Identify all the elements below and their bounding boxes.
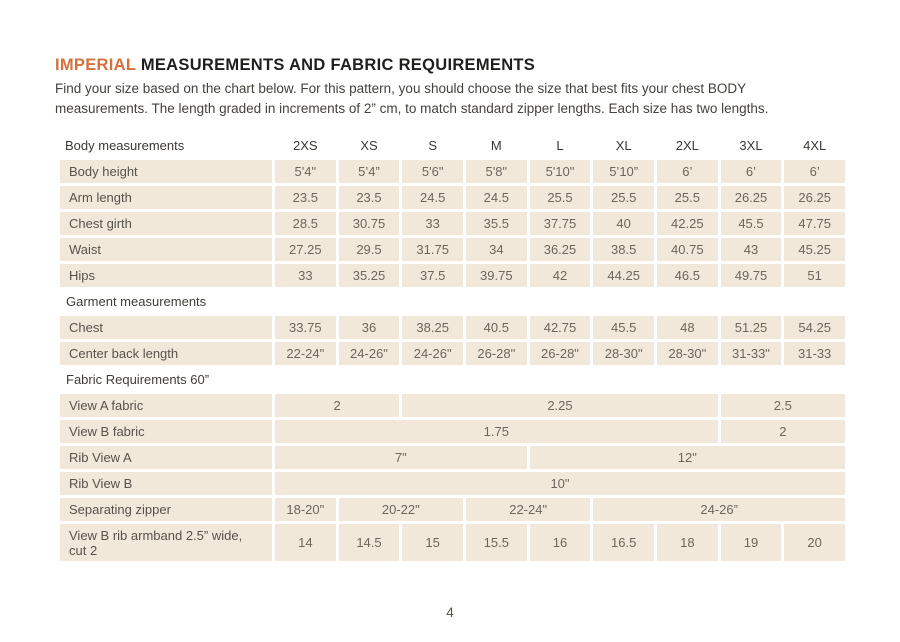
fabric-value: 18 bbox=[657, 524, 718, 561]
fabric-value: 2 bbox=[275, 394, 399, 417]
fabric-value: 14.5 bbox=[339, 524, 400, 561]
size-header-5: XL bbox=[593, 135, 654, 155]
measurement-value: 36 bbox=[339, 316, 400, 339]
measurement-value: 25.5 bbox=[657, 186, 718, 209]
fabric-value: 7" bbox=[275, 446, 527, 469]
size-chart-table bbox=[60, 135, 845, 564]
table-header-row bbox=[60, 135, 845, 155]
body-measurement-row bbox=[60, 264, 845, 287]
measurement-value: 45.25 bbox=[784, 238, 845, 261]
measurement-value: 23.5 bbox=[275, 186, 336, 209]
intro-line-1: Find your size based on the chart below. For this pattern, you should choose the size that best fits your chest BODY bbox=[55, 81, 747, 96]
measurement-value: 45.5 bbox=[721, 212, 782, 235]
fabric-value: 12" bbox=[530, 446, 845, 469]
measurement-value: 44.25 bbox=[593, 264, 654, 287]
fabric-requirement-row bbox=[60, 420, 845, 443]
measurement-value: 49.75 bbox=[721, 264, 782, 287]
measurement-value: 25.5 bbox=[593, 186, 654, 209]
measurement-value: 5'10" bbox=[530, 160, 591, 183]
fabric-value: 15.5 bbox=[466, 524, 527, 561]
measurement-value: 45.5 bbox=[593, 316, 654, 339]
measurement-value: 42.25 bbox=[657, 212, 718, 235]
measurement-value: 46.5 bbox=[657, 264, 718, 287]
size-header-8: 4XL bbox=[784, 135, 845, 155]
measurement-value: 51.25 bbox=[721, 316, 782, 339]
fabric-requirement-row bbox=[60, 394, 845, 417]
measurement-value: 24.5 bbox=[466, 186, 527, 209]
measurement-value: 22-24" bbox=[275, 342, 336, 365]
measurement-value: 28-30" bbox=[657, 342, 718, 365]
fabric-requirement-row bbox=[60, 524, 845, 561]
fabric-value: 19 bbox=[721, 524, 782, 561]
size-header-1: XS bbox=[339, 135, 400, 155]
size-header-7: 3XL bbox=[721, 135, 782, 155]
measurement-value: 40 bbox=[593, 212, 654, 235]
intro-paragraph bbox=[55, 79, 768, 119]
measurement-value: 25.5 bbox=[530, 186, 591, 209]
measurement-value: 28.5 bbox=[275, 212, 336, 235]
measurement-value: 38.5 bbox=[593, 238, 654, 261]
section-header-garment: Garment measurements bbox=[60, 290, 845, 313]
title-rest: MEASUREMENTS AND FABRIC REQUIREMENTS bbox=[140, 56, 536, 74]
fabric-requirement-row bbox=[60, 472, 845, 495]
fabric-value: 20 bbox=[784, 524, 845, 561]
fabric-value: 18-20" bbox=[275, 498, 336, 521]
measurement-value: 51 bbox=[784, 264, 845, 287]
measurement-value: 28-30" bbox=[593, 342, 654, 365]
row-label: View A fabric bbox=[60, 394, 272, 417]
row-label: Body height bbox=[60, 160, 272, 183]
size-header-6: 2XL bbox=[657, 135, 718, 155]
row-label: Chest bbox=[60, 316, 272, 339]
measurement-value: 26.25 bbox=[784, 186, 845, 209]
fabric-requirement-row bbox=[60, 498, 845, 521]
fabric-value: 20-22" bbox=[339, 498, 463, 521]
fabric-value: 22-24" bbox=[466, 498, 590, 521]
row-label: Separating zipper bbox=[60, 498, 272, 521]
measurement-value: 42 bbox=[530, 264, 591, 287]
garment-measurement-row bbox=[60, 316, 845, 339]
measurement-value: 42.75 bbox=[530, 316, 591, 339]
section-header-fabric: Fabric Requirements 60” bbox=[60, 368, 845, 391]
measurement-value: 54.25 bbox=[784, 316, 845, 339]
measurement-value: 36.25 bbox=[530, 238, 591, 261]
fabric-value: 15 bbox=[402, 524, 463, 561]
fabric-requirement-row bbox=[60, 446, 845, 469]
measurement-value: 33.75 bbox=[275, 316, 336, 339]
measurement-value: 33 bbox=[402, 212, 463, 235]
fabric-value: 16 bbox=[530, 524, 591, 561]
size-header-2: S bbox=[402, 135, 463, 155]
row-label: Waist bbox=[60, 238, 272, 261]
measurement-value: 6’ bbox=[721, 160, 782, 183]
fabric-value: 2.5 bbox=[721, 394, 845, 417]
row-label: View B rib armband 2.5” wide, cut 2 bbox=[60, 524, 272, 561]
measurement-value: 6’ bbox=[784, 160, 845, 183]
body-measurement-row bbox=[60, 160, 845, 183]
measurement-value: 37.5 bbox=[402, 264, 463, 287]
measurement-value: 48 bbox=[657, 316, 718, 339]
row-label: Rib View B bbox=[60, 472, 272, 495]
fabric-value: 2 bbox=[721, 420, 845, 443]
measurement-value: 5'8" bbox=[466, 160, 527, 183]
measurement-value: 24-26" bbox=[339, 342, 400, 365]
measurement-value: 26-28" bbox=[466, 342, 527, 365]
measurement-value: 40.75 bbox=[657, 238, 718, 261]
measurement-value: 33 bbox=[275, 264, 336, 287]
measurement-value: 27.25 bbox=[275, 238, 336, 261]
measurement-value: 26.25 bbox=[721, 186, 782, 209]
size-header-0: 2XS bbox=[275, 135, 336, 155]
body-measurement-row bbox=[60, 186, 845, 209]
measurement-value: 38.25 bbox=[402, 316, 463, 339]
measurement-value: 29.5 bbox=[339, 238, 400, 261]
measurement-value: 35.5 bbox=[466, 212, 527, 235]
row-label: View B fabric bbox=[60, 420, 272, 443]
fabric-value: 10" bbox=[275, 472, 845, 495]
measurement-value: 43 bbox=[721, 238, 782, 261]
garment-measurement-row bbox=[60, 342, 845, 365]
measurement-value: 5'6" bbox=[402, 160, 463, 183]
row-label: Rib View A bbox=[60, 446, 272, 469]
fabric-value: 16.5 bbox=[593, 524, 654, 561]
measurement-value: 23.5 bbox=[339, 186, 400, 209]
measurement-value: 30.75 bbox=[339, 212, 400, 235]
intro-line-2: measurements. The length graded in increments of 2” cm, to match standard zipper lengths. Each size has two lengths. bbox=[55, 101, 769, 116]
measurement-value: 37.75 bbox=[530, 212, 591, 235]
fabric-value: 2.25 bbox=[402, 394, 717, 417]
measurement-value: 47.75 bbox=[784, 212, 845, 235]
measurement-value: 31.75 bbox=[402, 238, 463, 261]
measurement-value: 35.25 bbox=[339, 264, 400, 287]
fabric-value: 14 bbox=[275, 524, 336, 561]
header-label: Body measurements bbox=[60, 135, 272, 155]
body-measurement-row bbox=[60, 238, 845, 261]
fabric-value: 24-26” bbox=[593, 498, 845, 521]
page-title bbox=[55, 56, 535, 75]
measurement-value: 31-33 bbox=[784, 342, 845, 365]
row-label: Hips bbox=[60, 264, 272, 287]
measurement-value: 31-33" bbox=[721, 342, 782, 365]
measurement-value: 34 bbox=[466, 238, 527, 261]
measurement-value: 26-28" bbox=[530, 342, 591, 365]
size-header-4: L bbox=[530, 135, 591, 155]
measurement-value: 40.5 bbox=[466, 316, 527, 339]
measurement-value: 5’4” bbox=[339, 160, 400, 183]
body-measurement-row bbox=[60, 212, 845, 235]
measurement-value: 6’ bbox=[657, 160, 718, 183]
measurement-value: 24-26" bbox=[402, 342, 463, 365]
size-header-3: M bbox=[466, 135, 527, 155]
row-label: Arm length bbox=[60, 186, 272, 209]
fabric-value: 1.75 bbox=[275, 420, 718, 443]
measurement-value: 39.75 bbox=[466, 264, 527, 287]
title-accent-word: IMPERIAL bbox=[55, 56, 136, 74]
row-label: Chest girth bbox=[60, 212, 272, 235]
measurement-value: 5'4" bbox=[275, 160, 336, 183]
page-number: 4 bbox=[446, 605, 454, 620]
measurement-value: 24.5 bbox=[402, 186, 463, 209]
measurement-value: 5’10” bbox=[593, 160, 654, 183]
row-label: Center back length bbox=[60, 342, 272, 365]
